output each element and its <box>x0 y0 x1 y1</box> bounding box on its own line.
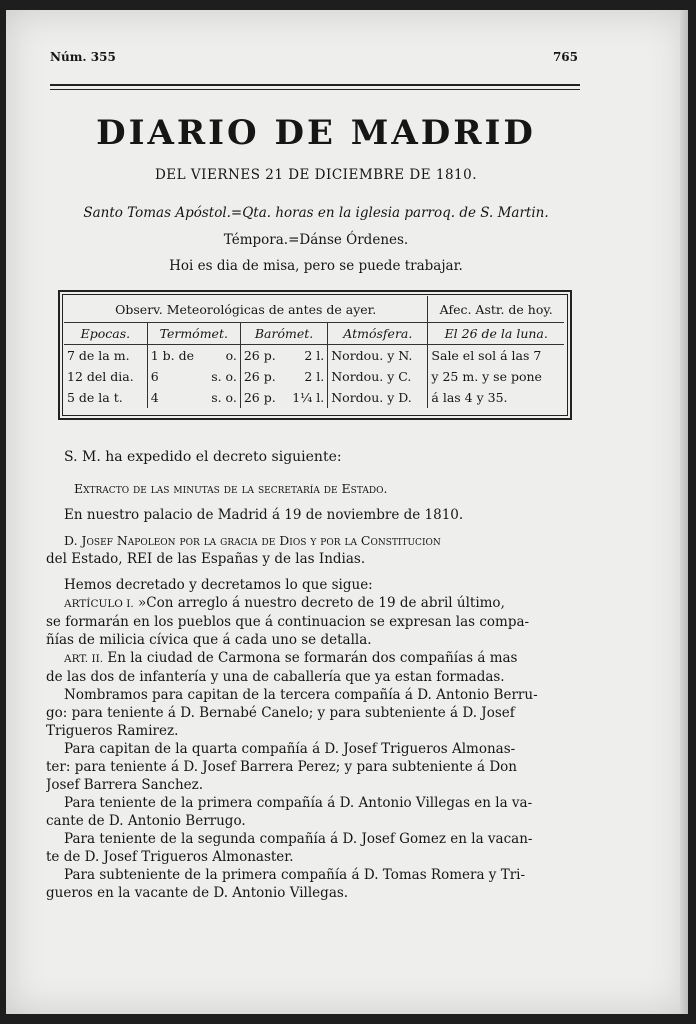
page-number: 765 <box>552 50 578 64</box>
newspaper-page <box>6 10 688 1014</box>
king-line-2: del Estado, REI de las Españas y de las Indias. <box>46 551 366 567</box>
article-2-label: ART. II. <box>64 653 104 665</box>
col-atmosfera: Atmósfera. <box>328 323 428 345</box>
header-rule-top <box>50 84 580 86</box>
page-header <box>50 50 578 70</box>
header-rule-bottom <box>50 89 580 90</box>
appointment-paragraph: Para teniente de la segunda compañía á D. Josef Gomez en la vacan- <box>64 831 533 847</box>
weather-caption-right: Afec. Astr. de hoy. <box>428 296 564 323</box>
col-epocas: Epocas. <box>64 323 147 345</box>
king-line-1: D. Josef Napoleon por la gracia de Dios y por la Constitucion <box>64 533 441 548</box>
appointment-paragraph: Nombramos para capitan de la tercera compañía á D. Antonio Berru- <box>64 687 538 703</box>
weather-table-frame <box>58 290 572 420</box>
mass-line: Hoi es dia de misa, pero se puede trabajar. <box>169 258 463 274</box>
table-row: 5 de la t. 4 s. o. 26 p. 1¼ l. Nordou. y D. á las 4 y 35. <box>64 387 564 408</box>
table-row: 12 del dia. 6 s. o. 26 p. 2 l. Nordou. y C. y 25 m. y se pone <box>64 366 564 387</box>
article-1-label: ARTÍCULO I. <box>64 598 134 610</box>
date-line: DEL VIERNES 21 DE DICIEMBRE DE 1810. <box>154 167 478 183</box>
weather-table <box>64 296 564 408</box>
decree-formula: Hemos decretado y decretamos lo que sigue: <box>64 577 373 593</box>
appointment-paragraph: Para capitan de la quarta compañía á D. Josef Trigueros Almonas- <box>64 741 516 757</box>
article-body: S. M. ha expedido el decreto siguiente: Extracto de las minutas de la secretaría de Estado. En nuestro palacio de Madrid á 19 de noviembre de 1810. D. Josef Napoleon por la gracia de Dios y por la Constitucion del Estado, REI de las Españas y de las Indias. Hemos decretado y decretamos lo que sigue: ARTÍCULO I. »Con arreglo á nuestro decreto de 19 de abril último, se formarán en los pueblos que á continuacion se expresan las compa- ñías de milicia cívica que á cada uno se detalla. ART. II. En la ciudad de Carmona se formarán dos compañías á mas de las dos de infantería y una de caballería que ya estan formadas. Nombramos para capitan de la tercera compañía á D. Antonio Berru- go: para teniente á D. Bernabé Canelo; y para subteniente á D. Josef Trigueros Ramirez. Para capitan de la quarta compañía á D. Josef Trigueros Almonas- ter: para teniente á D. Josef Barrera Perez; y para subteniente á Don Josef Barrera Sanchez. Para teniente de la primera compañía á D. Antonio Villegas en la va- cante de D. Antonio Berrugo. Para teniente de la segunda compañía á D. Josef Gomez en la vacan- te de D. Josef Trigueros Almonaster. Para subteniente de la primera compañía á D. Tomas Romera y Tri- gueros en la vacante de D. Antonio Villegas. <box>46 448 576 902</box>
extract-title: Extracto de las minutas de la secretaría de Estado. <box>74 481 388 496</box>
saints-line: Santo Tomas Apóstol.=Qta. horas en la iglesia parroq. de S. Martin. <box>83 205 549 221</box>
article-2-text: En la ciudad de Carmona se formarán dos compañías á mas <box>107 650 518 666</box>
tempora-line: Témpora.=Dánse Órdenes. <box>223 232 409 248</box>
article-1-text: »Con arreglo á nuestro decreto de 19 de abril último, <box>138 595 505 611</box>
masthead-title: DIARIO DE MADRID <box>96 113 536 153</box>
table-row: 7 de la m. 1 b. de o. 26 p. 2 l. Nordou. y N. Sale el sol á las 7 <box>64 345 564 367</box>
weather-caption-left: Observ. Meteorológicas de antes de ayer. <box>64 296 428 323</box>
col-luna: El 26 de la luna. <box>428 323 564 345</box>
appointment-paragraph: Para teniente de la primera compañía á D. Antonio Villegas en la va- <box>64 795 533 811</box>
col-termometro: Termómet. <box>147 323 240 345</box>
place-date: En nuestro palacio de Madrid á 19 de noviembre de 1810. <box>64 507 464 523</box>
decree-intro: S. M. ha expedido el decreto siguiente: <box>64 449 342 465</box>
col-barometro: Barómet. <box>240 323 327 345</box>
appointment-paragraph: Para subteniente de la primera compañía á D. Tomas Romera y Tri- <box>64 867 526 883</box>
issue-number: Núm. 355 <box>50 50 116 64</box>
page-edge <box>680 10 688 1014</box>
